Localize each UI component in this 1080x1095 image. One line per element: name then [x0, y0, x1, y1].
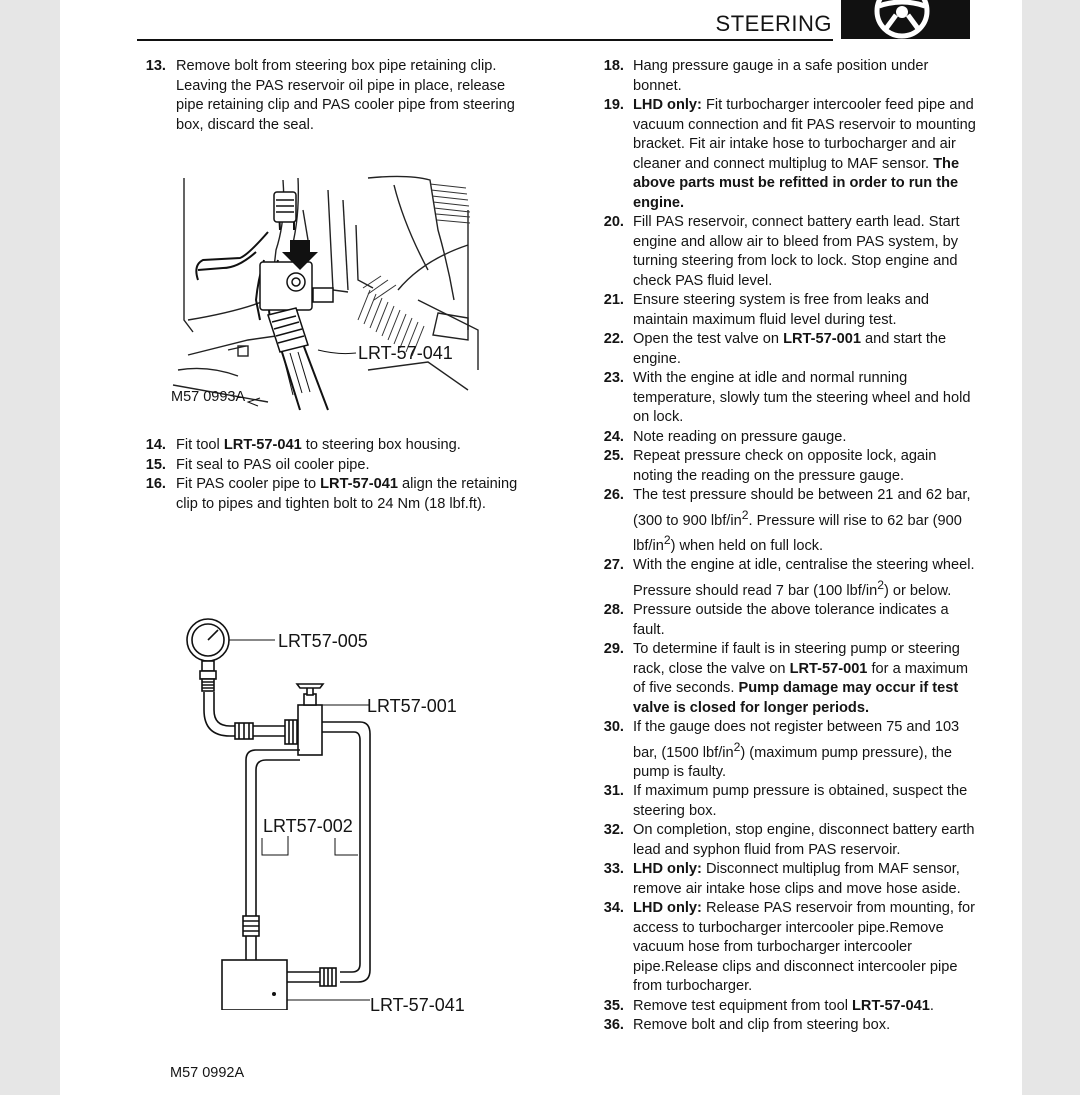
step-text: Open the test valve on LRT-57-001 and start the engine.: [633, 331, 947, 367]
step-number: 31.: [603, 783, 624, 800]
step-number: 16.: [145, 476, 166, 492]
step-item: [596, 1016, 976, 1036]
step-number: 33.: [603, 861, 624, 878]
step-text: Fit PAS cooler pipe to LRT-57-041 align the retaining clip to pipes and tighten bolt to 24 Nm (18 lbf.ft).: [176, 476, 518, 512]
step-number: 27.: [603, 557, 624, 574]
step-number: 24.: [603, 428, 624, 445]
step-item: [596, 640, 976, 718]
step-text: Remove bolt and clip from steering box.: [633, 1017, 891, 1034]
step-text: Fill PAS reservoir, connect battery earth lead. Start engine and allow air to bleed from PAS system, by turning steering from lock to lock. Stop engine and check PAS fluid level.: [633, 214, 960, 289]
header-rule: [137, 39, 833, 41]
step-number: 26.: [603, 487, 624, 503]
callout-gauge: LRT57-005: [278, 631, 368, 651]
step-item: [596, 556, 976, 601]
figure2-id-label: M57 0992A: [170, 1065, 245, 1081]
step-text: Remove bolt from steering box pipe retaining clip. Leaving the PAS reservoir oil pipe in place, release pipe retaining clip and PAS cooler pipe from steering box, discard the seal.: [176, 58, 515, 133]
step-text: On completion, stop engine, disconnect battery earth lead and syphon fluid from PAS reservoir.: [633, 822, 975, 858]
right-steps: [596, 57, 976, 1036]
step-item: [596, 213, 976, 291]
step-item: [596, 486, 976, 556]
step-number: 14.: [145, 437, 166, 453]
step-number: 18.: [603, 58, 624, 74]
callout-valve: LRT57-001: [367, 696, 457, 716]
step-item: [140, 57, 520, 135]
step-text: If the gauge does not register between 75 and 103 bar, (1500 lbf/$in^2$) (maximum pump pressure), the pump is faulty.: [633, 719, 960, 780]
step-item: [596, 821, 976, 860]
step-item: [140, 436, 520, 456]
step-item: [596, 718, 976, 782]
step-number: 25.: [603, 448, 624, 464]
step-text: Note reading on pressure gauge.: [633, 428, 847, 445]
step-text: Fit seal to PAS oil cooler pipe.: [176, 456, 370, 473]
step-number: 32.: [603, 822, 624, 839]
step-text: Remove test equipment from tool LRT-57-041.: [633, 997, 934, 1014]
step-item: [596, 428, 976, 448]
step-number: 15.: [145, 456, 166, 473]
step-number: 36.: [603, 1017, 624, 1034]
section-title: STEERING: [715, 11, 832, 36]
step-text: Repeat pressure check on opposite lock, again noting the reading on the pressure gauge.: [633, 448, 937, 484]
section-tab: [841, 0, 970, 39]
step-item: [596, 860, 976, 899]
figure-steering-box-tool: [168, 170, 488, 415]
steering-wheel-icon: [841, 0, 970, 39]
step-text: If maximum pump pressure is obtained, suspect the steering box.: [633, 783, 968, 819]
step-item: [596, 291, 976, 330]
step-number: 30.: [603, 719, 624, 736]
step-item: [596, 997, 976, 1017]
step-number: 13.: [145, 58, 166, 74]
step-number: 23.: [603, 370, 624, 386]
step-item: [596, 369, 976, 428]
steering-box-illustration: [168, 170, 488, 415]
step-item: [596, 330, 976, 369]
left-mid-steps: [140, 436, 520, 514]
callout-hoses: LRT57-002: [263, 816, 353, 836]
step-number: 19.: [603, 97, 624, 113]
step-item: [596, 96, 976, 213]
step-number: 22.: [603, 331, 624, 347]
figure-id-label: M57 0993A: [171, 389, 246, 405]
step-text: LHD only: Disconnect multiplug from MAF sensor, remove air intake hose clips and move hose aside.: [633, 861, 961, 897]
step-number: 29.: [603, 641, 624, 658]
step-text: To determine if fault is in steering pump or steering rack, close the valve on LRT-57-001 for a maximum of five seconds. Pump damage may occur if test valve is closed for longer periods.: [633, 641, 968, 716]
step-number: 20.: [603, 214, 624, 230]
step-text: Pressure outside the above tolerance indicates a fault.: [633, 602, 949, 638]
step-number: 34.: [603, 900, 624, 917]
step-item: [596, 447, 976, 486]
pressure-test-diagram: [170, 610, 500, 1010]
figure-test-equipment: [170, 610, 500, 1015]
step-text: Fit tool LRT-57-041 to steering box housing.: [176, 437, 461, 453]
callout-block: LRT-57-041: [370, 995, 465, 1015]
left-top-steps: [140, 57, 520, 135]
step-text: LHD only: Release PAS reservoir from mounting, for access to turbocharger intercooler pipe.Remove vacuum hose from turbocharger intercooler pipe.Release clips and disconnect intercooler pipe from turbocharger.: [633, 900, 975, 995]
step-item: [140, 475, 520, 514]
step-number: 21.: [603, 292, 624, 308]
step-text: The test pressure should be between 21 and 62 bar, (300 to 900 lbf/$in^2$. Pressure will rise to 62 bar (900 lbf/$in^2$) when held on full lock.: [633, 487, 971, 554]
step-text: LHD only: Fit turbocharger intercooler feed pipe and vacuum connection and fit PAS reservoir to mounting bracket. Fit air intake hose to turbocharger and air cleaner and connect multiplug to MAF sensor. The above parts must be refitted in order to run the engine.: [633, 97, 976, 211]
step-item: [596, 782, 976, 821]
step-text: Ensure steering system is free from leaks and maintain maximum fluid level during test.: [633, 292, 930, 328]
callout-lrt-57-041: LRT-57-041: [358, 343, 453, 363]
step-item: [140, 456, 520, 476]
step-number: 28.: [603, 602, 624, 619]
step-item: [596, 899, 976, 997]
step-item: [596, 601, 976, 640]
step-text: Hang pressure gauge in a safe position under bonnet.: [633, 58, 929, 94]
step-number: 35.: [603, 997, 624, 1014]
step-item: [596, 57, 976, 96]
step-text: With the engine at idle, centralise the steering wheel. Pressure should read 7 bar (100 lbf/$in^2$) or below.: [633, 557, 975, 599]
step-text: With the engine at idle and normal running temperature, slowly tum the steering wheel and hold on lock.: [633, 370, 971, 425]
